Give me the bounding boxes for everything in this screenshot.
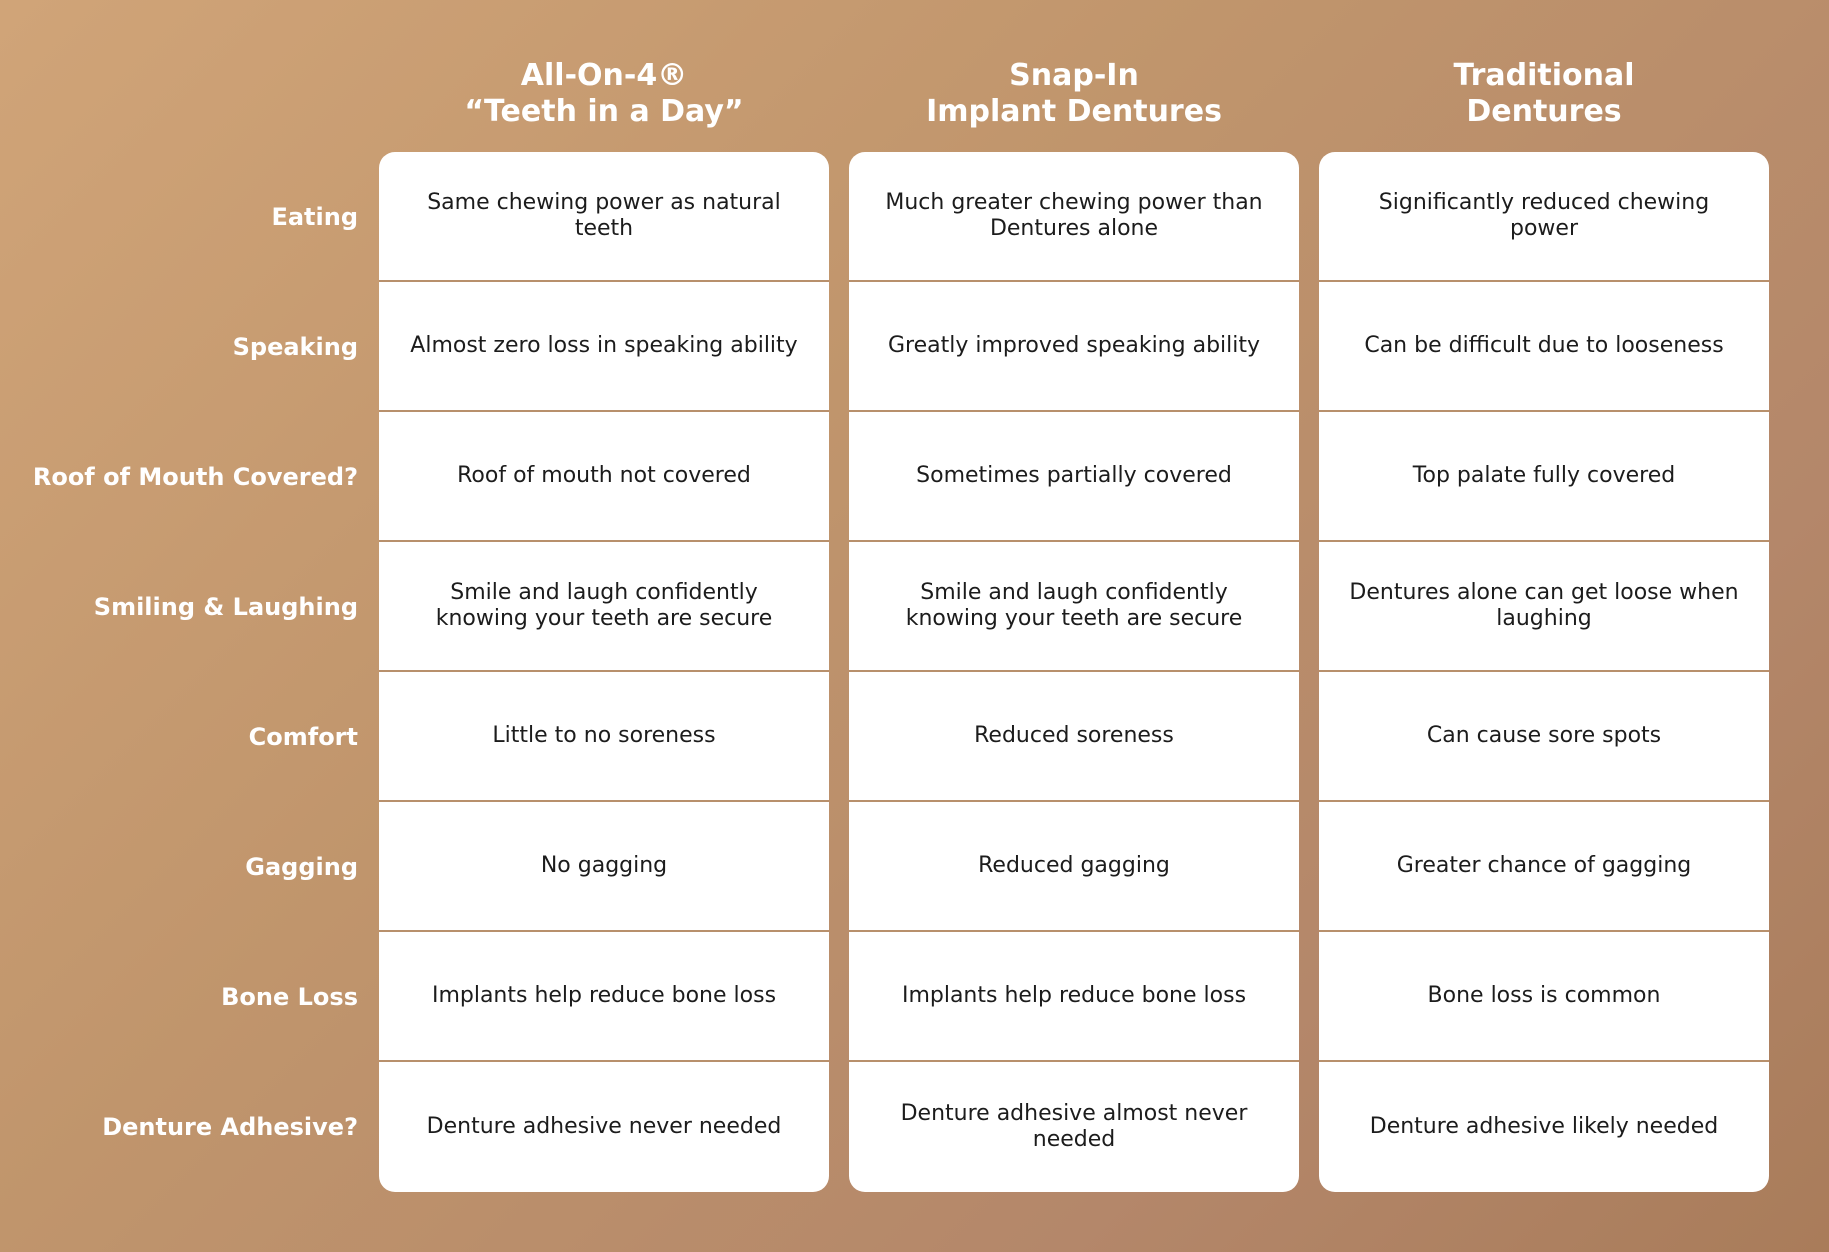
column-header-traditional (1319, 58, 1769, 130)
table-cell: Smile and laugh confidently knowing your teeth are secure (379, 542, 829, 672)
table-cell: Reduced soreness (849, 672, 1299, 802)
table-cell: Denture adhesive never needed (426, 1114, 782, 1139)
column-header-line1: All-On-4® (520, 58, 688, 93)
table-cell: Greater chance of gagging (1319, 802, 1769, 932)
row-label-eating: Eating (271, 203, 358, 231)
table-cell: Denture adhesive almost never needed (900, 1101, 1248, 1152)
table-cell: Bone loss is common (1319, 932, 1769, 1062)
table-cell: Smile and laugh confidently knowing your teeth are secure (849, 542, 1299, 672)
table-cell: Can cause sore spots (1319, 672, 1769, 802)
row-label-smiling-laughing: Smiling & Laughing (93, 593, 358, 621)
column-header-line2: “Teeth in a Day” (464, 94, 744, 129)
column-card-traditional (1319, 152, 1769, 1192)
table-cell: No gagging (379, 802, 829, 932)
table-cell: Reduced gagging (849, 802, 1299, 932)
row-label-comfort: Comfort (248, 723, 358, 751)
row-label-gagging: Gagging (245, 853, 358, 881)
row-label-roof-of-mouth: Roof of Mouth Covered? (32, 463, 358, 491)
table-cell: Implants help reduce bone loss (379, 932, 829, 1062)
table-cell: Same chewing power as natural teeth (379, 152, 829, 282)
table-cell: Significantly reduced chewing power (1319, 152, 1769, 282)
column-header-all-on-4 (379, 58, 829, 130)
column-header-line1: Snap-In (1009, 58, 1139, 93)
column-header-snap-in (849, 58, 1299, 130)
table-cell: Much greater chewing power than Dentures alone (849, 152, 1299, 282)
column-card-snap-in (849, 152, 1299, 1192)
table-cell: Almost zero loss in speaking ability (379, 282, 829, 412)
table-cell: Little to no soreness (379, 672, 829, 802)
table-cell: Roof of mouth not covered (379, 412, 829, 542)
column-header-line2: Dentures (1466, 94, 1622, 129)
table-cell: Implants help reduce bone loss (849, 932, 1299, 1062)
row-label-bone-loss: Bone Loss (221, 983, 358, 1011)
table-cell: Greatly improved speaking ability (849, 282, 1299, 412)
table-cell: Can be difficult due to looseness (1319, 282, 1769, 412)
table-cell: Top palate fully covered (1319, 412, 1769, 542)
column-card-all-on-4 (379, 152, 829, 1192)
row-label-denture-adhesive: Denture Adhesive? (102, 1113, 358, 1141)
table-cell: Denture adhesive likely needed (1369, 1114, 1719, 1139)
row-label-speaking: Speaking (232, 333, 358, 361)
table-cell: Sometimes partially covered (849, 412, 1299, 542)
column-header-line1: Traditional (1453, 58, 1635, 93)
table-cell: Dentures alone can get loose when laughing (1319, 542, 1769, 672)
column-header-line2: Implant Dentures (926, 94, 1222, 129)
